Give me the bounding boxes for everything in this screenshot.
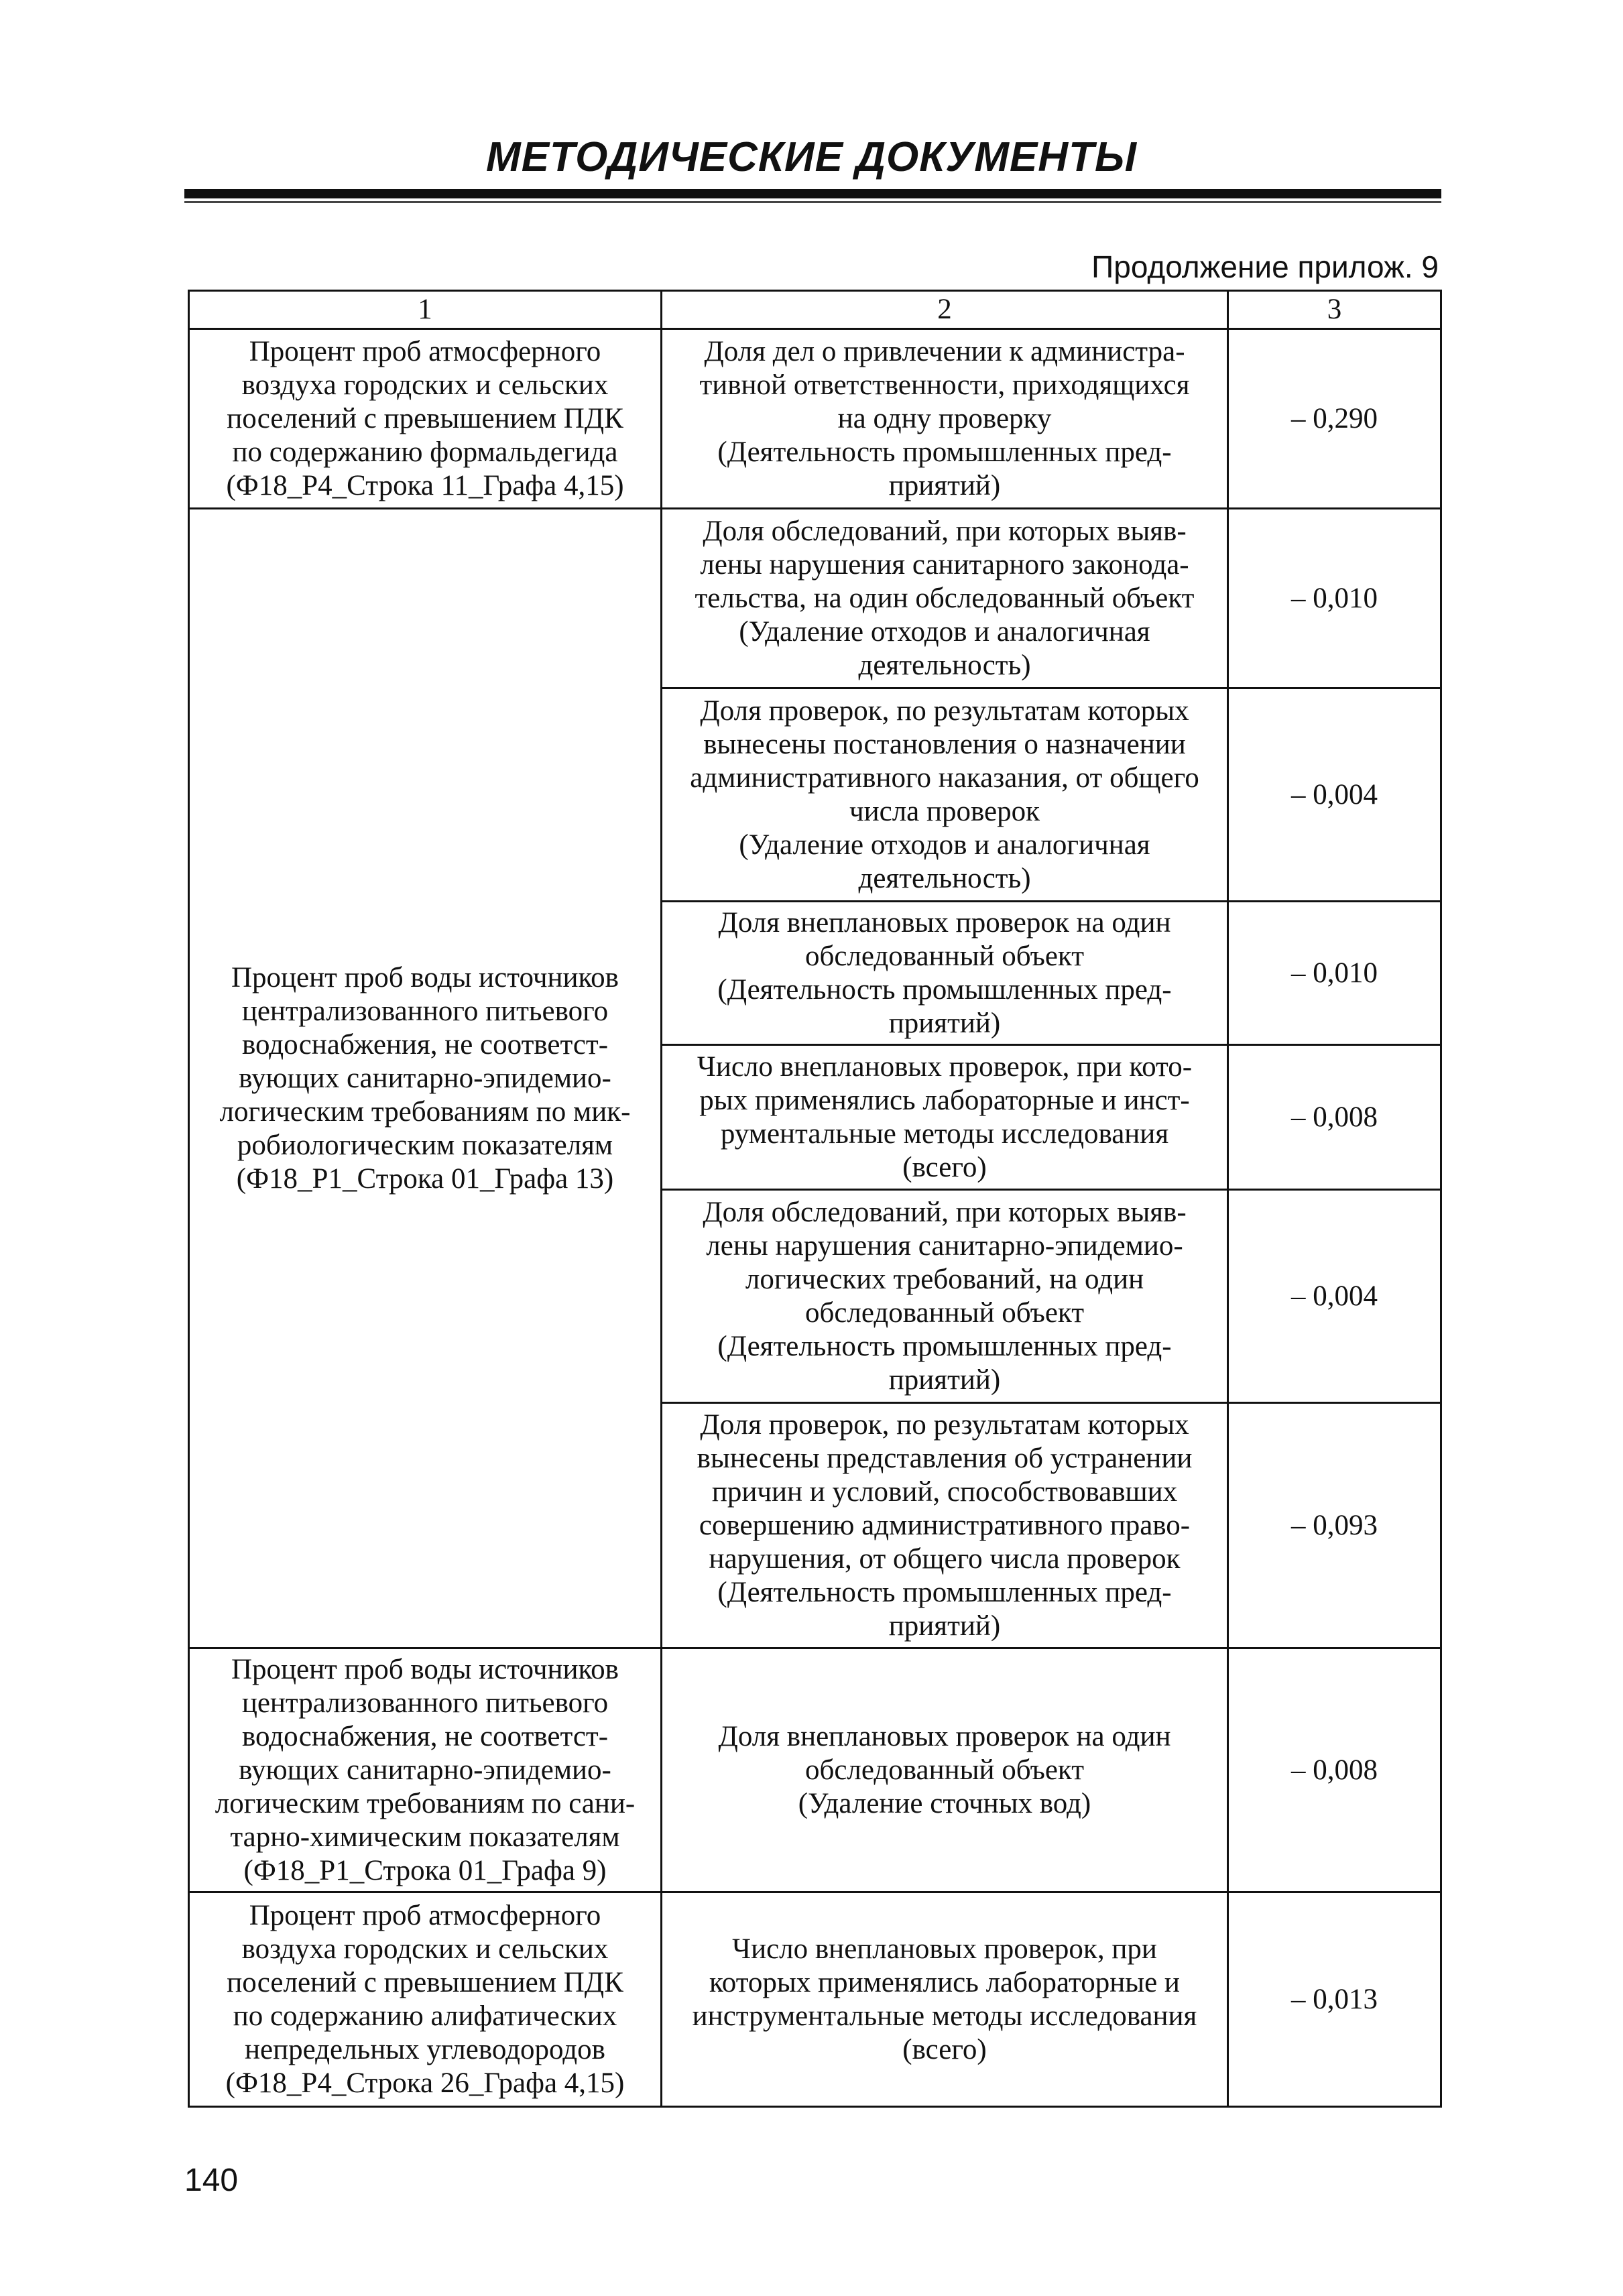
factor-cell: Доля проверок, по результатам которых вынесены представления об устранении причин и условий, способствовавших совершению административного право- нарушения, от общего числа проверок (Деятельность промышленных пред- приятий) xyxy=(662,1403,1228,1648)
factor-cell: Доля внеплановых проверок на один обследованный объект (Деятельность промышленных пред- приятий) xyxy=(662,902,1228,1045)
coefficient-cell: – 0,010 xyxy=(1228,509,1441,688)
indicator-cell: Процент проб атмосферного воздуха городских и сельских поселений с превышением ПДК по содержанию формальдегида (Ф18_Р4_Строка 11_Графа 4,15) xyxy=(189,329,662,509)
factor-cell: Доля дел о привлечении к администра- тивной ответственности, приходящихся на одну проверку (Деятельность промышленных пред- приятий) xyxy=(662,329,1228,509)
coefficient-cell: – 0,008 xyxy=(1228,1648,1441,1892)
coefficient-cell: – 0,093 xyxy=(1228,1403,1441,1648)
header-rule xyxy=(184,189,1441,198)
column-header-1: 1 xyxy=(189,291,662,329)
indicator-cell: Процент проб воды источников централизованного питьевого водоснабжения, не соответст- вующих санитарно-эпидемио- логическим требованиям по мик- робиологическим показателям (Ф18_Р1_Строка 01_Графа 13) xyxy=(189,509,662,1648)
table-header-row xyxy=(189,291,1441,329)
factor-cell: Доля обследований, при которых выяв- лены нарушения санитарно-эпидемио- логических требований, на один обследованный объект (Деятельность промышленных пред- приятий) xyxy=(662,1190,1228,1403)
indicator-cell: Процент проб воды источников централизованного питьевого водоснабжения, не соответст- вующих санитарно-эпидемио- логическим требованиям по сани- тарно-химическим показателям (Ф18_Р1_Строка 01_Графа 9) xyxy=(189,1648,662,1892)
continuation-label: Продолжение прилож. 9 xyxy=(1091,249,1439,284)
column-header-2: 2 xyxy=(662,291,1228,329)
factor-cell: Доля обследований, при которых выяв- лены нарушения санитарного законода- тельства, на один обследованный объект (Удаление отходов и аналогичная деятельность) xyxy=(662,509,1228,688)
table-row xyxy=(189,1892,1441,2107)
table-row xyxy=(189,509,1441,688)
table-row xyxy=(189,329,1441,509)
coefficient-cell: – 0,013 xyxy=(1228,1892,1441,2107)
factor-cell: Доля проверок, по результатам которых вынесены постановления о назначении административного наказания, от общего числа проверок (Удаление отходов и аналогичная деятельность) xyxy=(662,688,1228,902)
column-header-3: 3 xyxy=(1228,291,1441,329)
factor-cell: Число внеплановых проверок, при кото- рых применялись лабораторные и инст- рументальные методы исследования (всего) xyxy=(662,1045,1228,1190)
coefficient-cell: – 0,004 xyxy=(1228,688,1441,902)
correlation-table xyxy=(188,290,1442,2108)
coefficient-cell: – 0,004 xyxy=(1228,1190,1441,1403)
header-rule-thin xyxy=(184,201,1441,203)
table-row xyxy=(189,1648,1441,1892)
coefficient-cell: – 0,008 xyxy=(1228,1045,1441,1190)
running-header-title: МЕТОДИЧЕСКИЕ ДОКУМЕНТЫ xyxy=(486,134,1137,180)
coefficient-cell: – 0,010 xyxy=(1228,902,1441,1045)
page-number: 140 xyxy=(184,2163,239,2198)
factor-cell: Число внеплановых проверок, при которых применялись лабораторные и инструментальные методы исследования (всего) xyxy=(662,1892,1228,2107)
factor-cell: Доля внеплановых проверок на один обследованный объект (Удаление сточных вод) xyxy=(662,1648,1228,1892)
indicator-cell: Процент проб атмосферного воздуха городских и сельских поселений с превышением ПДК по содержанию алифатических непредельных углеводородов (Ф18_Р4_Строка 26_Графа 4,15) xyxy=(189,1892,662,2107)
coefficient-cell: – 0,290 xyxy=(1228,329,1441,509)
